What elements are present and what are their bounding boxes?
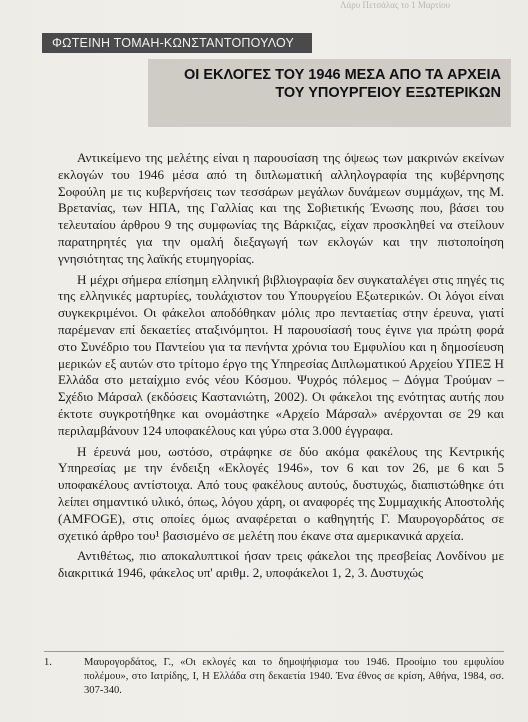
footnote-number: 1. — [44, 657, 52, 668]
footnote-text: Μαυρογορδάτος, Γ., «Οι εκλογές και το δημοψήφισμα του 1946. Προοίμιο του εμφυλίου πολέμου», στο Ιατρίδης, Ι, Η Ελλάδα στη δεκαετία 1940. Ένα έθνος σε κρίση, Αθήνα, 1984, σσ. 307-340. — [84, 657, 504, 696]
paragraph: Αντικείμενο της μελέτης είναι η παρουσίαση της όψεως των μακρινών εκείνων εκλογών του 1946 μέσα από τη διπλωματική αλληλογραφία της κυβέρνησης Σοφούλη με τις κυβερνήσεις των τεσσάρων μεγάλων δυνάμεων συμμάχων, της Μ. Βρετανίας, των ΗΠΑ, της Γαλλίας και της Σοβιετικής Ένωσης που, βάσει του τελευταίου άρθρου 9 της συμφωνίας της Βάρκιζας, είχαν προσκληθεί να στείλουν παρατηρητές για την ομαλή διεξαγωγή των εκλογών και την πιστοποίηση γνησιότητας της λαϊκής ετυμηγορίας. — [58, 150, 504, 266]
paragraph: Η έρευνά μου, ωστόσο, στράφηκε σε δύο ακόμα φακέλους της Κεντρικής Υπηρεσίας με την ένδειξη «Εκλογές 1946», τον 6 και τον 26, με 6 και 5 υποφακέλους αντίστοιχα. Από τους φακέλους αυτούς, δυστυχώς, διαπιστώθηκε ότι λείπει σημαντικό υλικό, όπως, λόγου χάρη, οι αναφορές της Συμμαχικής Αποστολής (AMFOGE), στις οποίες όμως αναφέρεται ο καθηγητής Γ. Μαυρογορδάτος σε σχετικό άρθρο του¹ βασισμένο σε μελέτη που έκανε στα αμερικανικά αρχεία. — [58, 443, 504, 543]
chapter-title — [148, 59, 511, 127]
author-header: ΦΩΤΕΙΝΗ ΤΟΜΑΗ-ΚΩΝΣΤΑΝΤΟΠΟΥΛΟΥ — [42, 33, 312, 53]
footnote-divider — [44, 651, 504, 652]
footnote — [44, 656, 504, 698]
paragraph: Αντιθέτως, πιο αποκαλυπτικοί ήσαν τρεις φάκελοι της πρεσβείας Λονδίνου με διακριτικά 1946, φάκελος υπ' αριθμ. 2, υποφάκελοι 1, 2, 3. Δυστυχώς — [58, 548, 504, 581]
chapter-title-line-2: ΤΟΥ ΥΠΟΥΡΓΕΙΟΥ ΕΞΩΤΕΡΙΚΩΝ — [275, 85, 501, 101]
paragraph: Η μέχρι σήμερα επίσημη ελληνική βιβλιογραφία δεν συγκαταλέγει στις πηγές τις της ελληνικές μαρτυρίες, τουλάχιστον του Υπουργείου Εξωτερικών. Οι λόγοι είναι συγκεκριμένοι. Οι φάκελοι αποδόθηκαν μόλις προ πενταετίας στην έρευνα, γιατί παρέμεναν επί δεκαετίες αταξινόμητοι. Η παρουσίασή τους έγινε για πρώτη φορά στο Συνέδριο του Παντείου για τα πενήντα χρόνια του Εμφυλίου και η δημοσίευση μερικών εξ αυτών στο τρίτομο έργο της Υπηρεσίας Διπλωματικού Αρχείου ΥΠΕΞ Η Ελλάδα στο μεταίχμιο ενός νέου Κόσμου. Ψυχρός πόλεμος – Δόγμα Τρούμαν – Σχέδιο Μάρσαλ (εκδόσεις Καστανιώτη, 2002). Οι φάκελοι της ενότητας αυτής που έκτοτε συγκροτήθηκε και ονομάστηκε «Αρχείο Μάρσαλ» ανέρχονται σε 29 και περιλαμβάνουν 124 υποφακέλους και γύρω στα 3.000 έγγραφα. — [58, 271, 504, 438]
bleed-through-text: Λάρυ Πετσάλας το 1 Μαρτίου — [340, 0, 451, 10]
chapter-title-line-1: ΟΙ ΕΚΛΟΓΕΣ ΤΟΥ 1946 ΜΕΣΑ ΑΠΟ ΤΑ ΑΡΧΕΙΑ — [183, 67, 501, 83]
body-text — [58, 150, 504, 582]
